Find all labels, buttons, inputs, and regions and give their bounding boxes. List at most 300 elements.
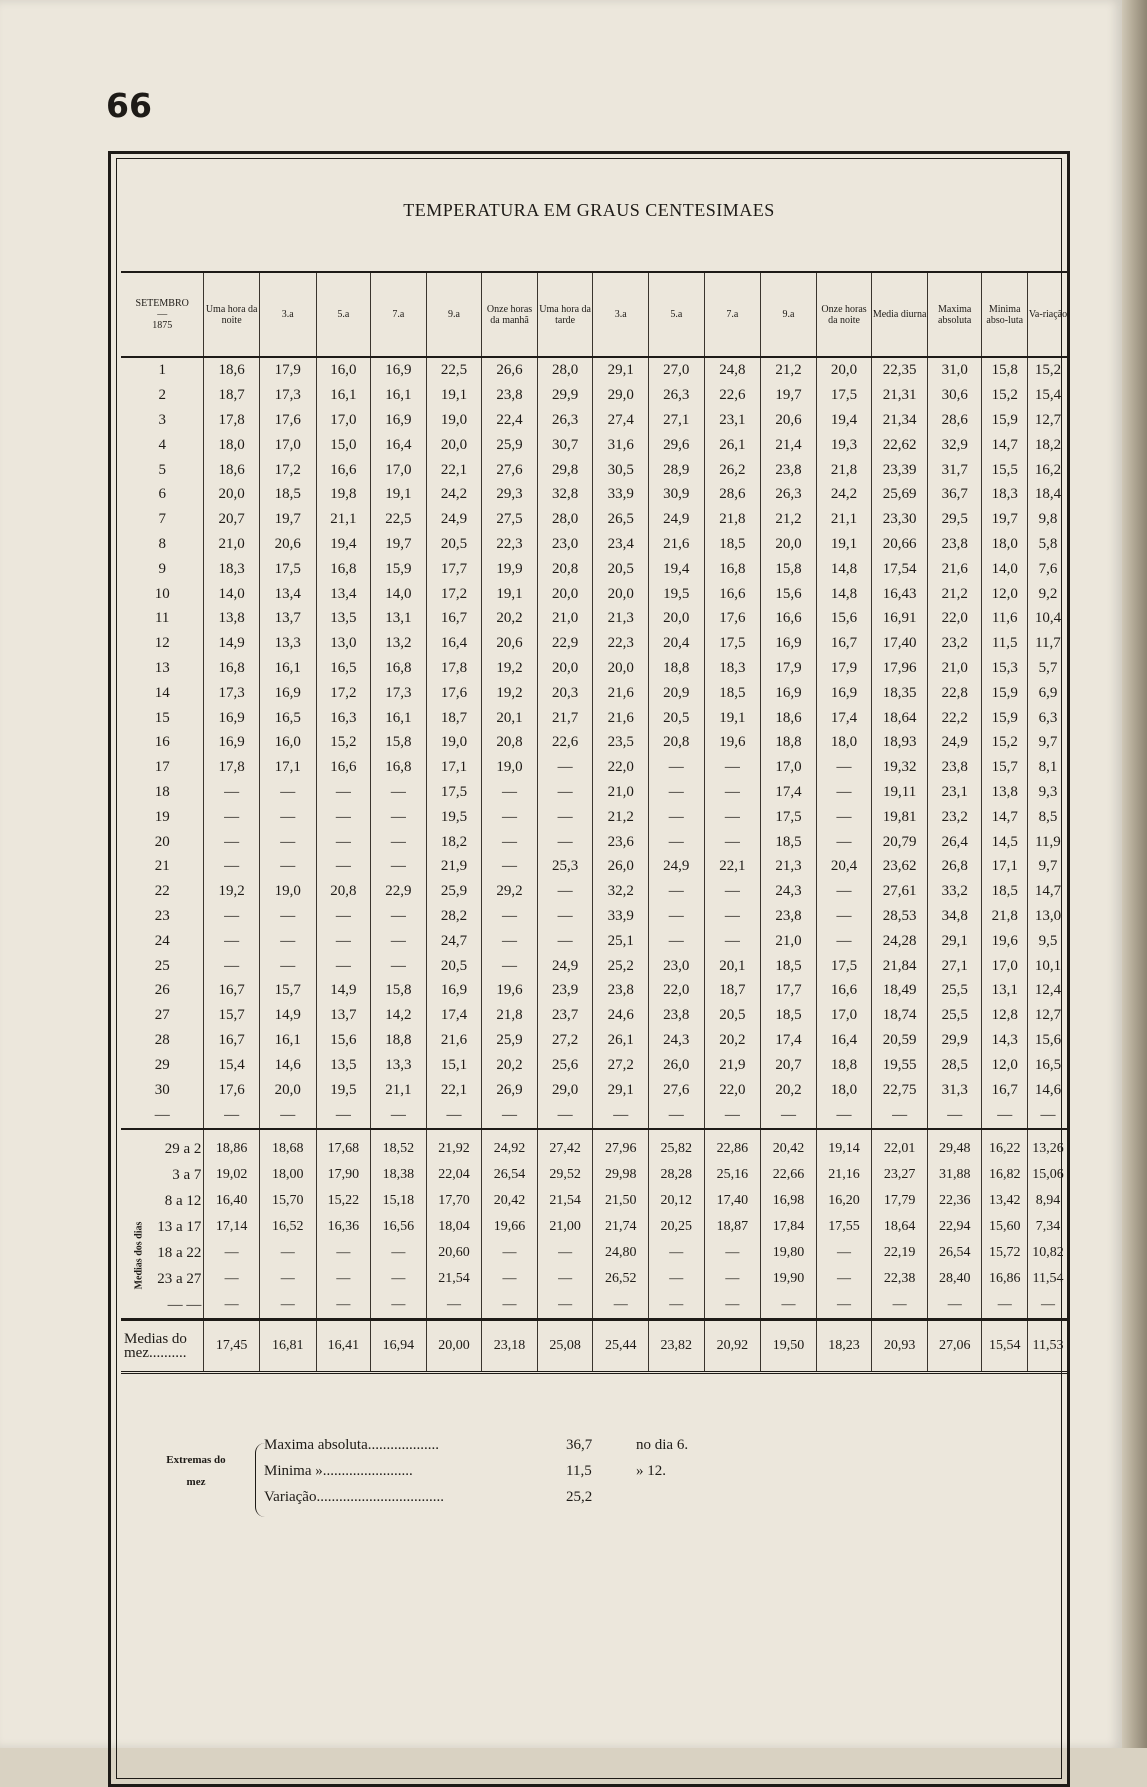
table-cell: 14,8 xyxy=(816,581,872,606)
day-number: 24 xyxy=(154,932,170,949)
table-cell: 16,7 xyxy=(204,978,260,1003)
table-cell: 21,9 xyxy=(704,1052,761,1077)
day-number: 20 xyxy=(154,833,170,850)
table-cell: 19,9 xyxy=(482,556,538,581)
table-cell: 12,0 xyxy=(982,1052,1027,1077)
table-cell: 22,0 xyxy=(593,755,649,780)
table-cell: 18,38 xyxy=(371,1162,427,1188)
table-cell: 17,90 xyxy=(316,1162,371,1188)
table-cell: — xyxy=(816,1102,872,1129)
extreme-max-value: 36,7 xyxy=(566,1437,593,1453)
table-cell: — xyxy=(371,1240,427,1266)
header-col: Maxima absoluta xyxy=(927,272,982,357)
day-number: 27 xyxy=(154,1007,170,1024)
table-cell: 26,1 xyxy=(593,1028,649,1053)
table-cell: 20,0 xyxy=(426,432,482,457)
table-cell: 34,8 xyxy=(927,904,982,929)
table-cell: — xyxy=(649,928,705,953)
table-cell: 17,3 xyxy=(204,680,260,705)
table-cell: 17,45 xyxy=(204,1319,260,1372)
table-cell: 19,8 xyxy=(316,482,371,507)
table-cell: — xyxy=(593,1102,649,1129)
dash-row xyxy=(121,1102,1068,1129)
table-row xyxy=(121,705,1068,730)
table-cell: 14,8 xyxy=(816,556,872,581)
table-cell: — xyxy=(704,904,761,929)
table-cell: 12,7 xyxy=(1027,1003,1068,1028)
table-cell: 22,66 xyxy=(761,1162,817,1188)
table-cell: 21,6 xyxy=(593,680,649,705)
table-cell: 10,4 xyxy=(1027,606,1068,631)
table-cell: 29,48 xyxy=(927,1129,982,1162)
table-cell: 21,84 xyxy=(872,953,928,978)
table-row xyxy=(121,1003,1068,1028)
table-cell: 14,6 xyxy=(1027,1077,1068,1102)
table-cell: 19,5 xyxy=(649,581,705,606)
table-cell: 17,3 xyxy=(371,680,427,705)
table-cell: — xyxy=(537,1266,593,1292)
table-cell: 16,52 xyxy=(259,1214,316,1240)
table-cell: 21,16 xyxy=(816,1162,872,1188)
table-cell: 22,5 xyxy=(371,507,427,532)
table-cell: — xyxy=(371,1266,427,1292)
table-cell: 23,6 xyxy=(593,829,649,854)
table-cell: 23,18 xyxy=(482,1319,538,1372)
table-cell: 25,1 xyxy=(593,928,649,953)
table-cell: 13,1 xyxy=(982,978,1027,1003)
table-cell: 31,3 xyxy=(927,1077,982,1102)
table-cell: — xyxy=(426,1102,482,1129)
table-cell: 20,5 xyxy=(426,532,482,557)
extreme-max-dots: ................... xyxy=(367,1437,439,1453)
table-cell: 21,00 xyxy=(537,1214,593,1240)
table-cell: 23,8 xyxy=(761,457,817,482)
header-month: SETEMBRO xyxy=(135,298,189,309)
table-cell: 19,81 xyxy=(872,804,928,829)
table-cell: 22,5 xyxy=(426,357,482,383)
table-cell: 17,70 xyxy=(426,1188,482,1214)
header-col: 3.a xyxy=(259,272,316,357)
table-cell: 16,9 xyxy=(204,705,260,730)
table-cell: 16,43 xyxy=(872,581,928,606)
table-row xyxy=(121,953,1068,978)
table-cell: 20,2 xyxy=(704,1028,761,1053)
table-cell: 20,59 xyxy=(872,1028,928,1053)
table-cell: 20,4 xyxy=(816,854,872,879)
table-cell: — xyxy=(371,829,427,854)
table-cell: 15,9 xyxy=(982,705,1027,730)
table-cell: 22,94 xyxy=(927,1214,982,1240)
table-cell: 23,8 xyxy=(927,532,982,557)
table-cell: 22,6 xyxy=(704,383,761,408)
header-col: Minima abso-luta xyxy=(982,272,1027,357)
table-cell: 14,9 xyxy=(259,1003,316,1028)
table-cell: 19,2 xyxy=(482,680,538,705)
table-cell: — xyxy=(537,804,593,829)
table-cell: 21,8 xyxy=(704,507,761,532)
table-cell: 18,87 xyxy=(704,1214,761,1240)
table-cell: 21,8 xyxy=(482,1003,538,1028)
table-cell: 16,6 xyxy=(761,606,817,631)
table-cell: 26,3 xyxy=(537,408,593,433)
average-range: 23 a 27 xyxy=(157,1270,202,1287)
table-cell: 26,3 xyxy=(761,482,817,507)
table-cell: 17,5 xyxy=(426,780,482,805)
table-cell: 21,3 xyxy=(593,606,649,631)
table-cell: — xyxy=(537,755,593,780)
table-cell: 9,2 xyxy=(1027,581,1068,606)
table-cell: 16,5 xyxy=(1027,1052,1068,1077)
table-cell: 23,8 xyxy=(761,904,817,929)
table-cell: 15,8 xyxy=(371,978,427,1003)
table-cell: 20,1 xyxy=(482,705,538,730)
table-cell: — xyxy=(259,953,316,978)
table-cell: — xyxy=(816,755,872,780)
table-cell: 17,54 xyxy=(872,556,928,581)
table-row xyxy=(121,507,1068,532)
table-cell: 14,0 xyxy=(982,556,1027,581)
table-cell: — xyxy=(316,804,371,829)
table-cell: 26,0 xyxy=(593,854,649,879)
table-cell: 19,7 xyxy=(982,507,1027,532)
table-cell: 23,0 xyxy=(649,953,705,978)
table-cell: 19,55 xyxy=(872,1052,928,1077)
header-col: Onze horas da noite xyxy=(816,272,872,357)
table-cell: — xyxy=(704,1102,761,1129)
average-row xyxy=(121,1162,1068,1188)
table-cell: — xyxy=(204,1102,260,1129)
table-cell: 17,4 xyxy=(816,705,872,730)
table-cell: 23,8 xyxy=(482,383,538,408)
table-cell: 31,6 xyxy=(593,432,649,457)
average-range: 29 a 2 xyxy=(164,1140,202,1157)
table-cell: 19,1 xyxy=(704,705,761,730)
table-cell: 29,1 xyxy=(593,1077,649,1102)
table-cell: — xyxy=(1027,1292,1068,1320)
table-cell: 29,3 xyxy=(482,482,538,507)
day-number: 3 xyxy=(158,411,166,428)
table-cell: — xyxy=(537,928,593,953)
table-cell: — xyxy=(704,879,761,904)
day-number: 7 xyxy=(158,511,166,528)
table-cell: 24,80 xyxy=(593,1240,649,1266)
table-cell: 17,1 xyxy=(259,755,316,780)
table-cell: — xyxy=(371,928,427,953)
day-number: 16 xyxy=(154,734,170,751)
table-cell: 29,98 xyxy=(593,1162,649,1188)
table-cell: 27,42 xyxy=(537,1129,593,1162)
table-cell: 29,0 xyxy=(537,1077,593,1102)
table-cell: 18,6 xyxy=(204,357,260,383)
table-cell: 19,1 xyxy=(371,482,427,507)
extreme-var-name: Variação xyxy=(264,1489,317,1505)
table-cell: 11,6 xyxy=(982,606,1027,631)
table-cell: 24,8 xyxy=(704,357,761,383)
table-cell: 16,1 xyxy=(316,383,371,408)
table-cell: 8,94 xyxy=(1027,1188,1068,1214)
table-cell: — xyxy=(371,780,427,805)
table-cell: 27,1 xyxy=(927,953,982,978)
table-cell: 17,6 xyxy=(204,1077,260,1102)
table-cell: 19,5 xyxy=(426,804,482,829)
table-cell: 16,6 xyxy=(316,755,371,780)
table-cell: 27,4 xyxy=(593,408,649,433)
table-cell: 22,9 xyxy=(537,631,593,656)
table-cell: — xyxy=(816,928,872,953)
table-cell: — xyxy=(761,1292,817,1320)
extreme-min-value: 11,5 xyxy=(566,1463,592,1479)
header-col: 5.a xyxy=(316,272,371,357)
table-cell: 16,9 xyxy=(371,408,427,433)
table-cell: 17,8 xyxy=(204,408,260,433)
table-cell: — xyxy=(816,879,872,904)
average-range: 8 a 12 xyxy=(164,1192,202,1209)
table-cell: 16,7 xyxy=(816,631,872,656)
table-cell: 19,1 xyxy=(816,532,872,557)
table-cell: 15,8 xyxy=(761,556,817,581)
table-cell: 18,5 xyxy=(761,829,817,854)
table-cell: 13,8 xyxy=(982,780,1027,805)
table-cell: 17,6 xyxy=(426,680,482,705)
table-cell: 15,9 xyxy=(371,556,427,581)
table-cell: 21,1 xyxy=(816,507,872,532)
table-cell: 24,28 xyxy=(872,928,928,953)
table-cell: 17,1 xyxy=(982,854,1027,879)
table-cell: 21,3 xyxy=(761,854,817,879)
table-cell: — xyxy=(816,904,872,929)
header-dash: — xyxy=(157,309,168,320)
table-cell: 15,6 xyxy=(761,581,817,606)
table-cell: — xyxy=(482,953,538,978)
table-cell: — xyxy=(316,1240,371,1266)
day-number: 28 xyxy=(154,1031,170,1048)
table-cell: 19,0 xyxy=(426,730,482,755)
table-cell: 13,42 xyxy=(982,1188,1027,1214)
table-cell: 16,0 xyxy=(316,357,371,383)
table-cell: — xyxy=(371,904,427,929)
table-cell: 21,74 xyxy=(593,1214,649,1240)
table-cell: 27,96 xyxy=(593,1129,649,1162)
table-cell: 14,7 xyxy=(1027,879,1068,904)
table-cell: 13,5 xyxy=(316,606,371,631)
table-row xyxy=(121,432,1068,457)
month-average xyxy=(121,1319,1068,1372)
table-cell: 20,7 xyxy=(761,1052,817,1077)
table-cell: 12,8 xyxy=(982,1003,1027,1028)
table-cell: 31,0 xyxy=(927,357,982,383)
table-cell: 18,7 xyxy=(426,705,482,730)
table-cell: 21,31 xyxy=(872,383,928,408)
header-col: Uma hora da noite xyxy=(204,272,260,357)
table-cell: 17,9 xyxy=(259,357,316,383)
day-number: 30 xyxy=(154,1081,170,1098)
table-cell: 16,98 xyxy=(761,1188,817,1214)
table-cell: 23,8 xyxy=(927,755,982,780)
table-cell: 28,9 xyxy=(649,457,705,482)
table-cell: 23,0 xyxy=(537,532,593,557)
table-cell: 14,7 xyxy=(982,432,1027,457)
table-cell: 15,9 xyxy=(982,408,1027,433)
table-cell: 25,69 xyxy=(872,482,928,507)
table-cell: 21,8 xyxy=(816,457,872,482)
table-cell: 19,6 xyxy=(482,978,538,1003)
table-cell: 18,0 xyxy=(816,1077,872,1102)
table-cell: 16,9 xyxy=(426,978,482,1003)
table-cell: 33,9 xyxy=(593,904,649,929)
table-cell: 29,5 xyxy=(927,507,982,532)
table-cell: 18,2 xyxy=(426,829,482,854)
table-cell: 17,8 xyxy=(204,755,260,780)
table-cell: — xyxy=(316,953,371,978)
table-cell: 17,5 xyxy=(704,631,761,656)
table-cell: — xyxy=(204,1292,260,1320)
day-number: 15 xyxy=(154,709,170,726)
table-cell: — xyxy=(537,1240,593,1266)
table-cell: 20,5 xyxy=(426,953,482,978)
table-cell: 24,9 xyxy=(927,730,982,755)
table-cell: 22,1 xyxy=(704,854,761,879)
table-cell: — xyxy=(704,804,761,829)
table-cell: — xyxy=(259,928,316,953)
table-cell: 20,92 xyxy=(704,1319,761,1372)
table-cell: — xyxy=(816,804,872,829)
table-cell: 16,7 xyxy=(204,1028,260,1053)
table-cell: 16,9 xyxy=(259,680,316,705)
table-cell: — xyxy=(872,1102,928,1129)
table-cell: 24,6 xyxy=(593,1003,649,1028)
temperature-table xyxy=(121,271,1068,1374)
table-cell: 16,9 xyxy=(204,730,260,755)
table-cell: — xyxy=(816,780,872,805)
table-cell: 17,6 xyxy=(259,408,316,433)
table-cell: — xyxy=(982,1102,1027,1129)
table-cell: 21,2 xyxy=(593,804,649,829)
table-cell: 15,7 xyxy=(259,978,316,1003)
table-cell: 19,4 xyxy=(316,532,371,557)
table-cell: 36,7 xyxy=(927,482,982,507)
table-cell: 18,86 xyxy=(204,1129,260,1162)
table-cell: 19,80 xyxy=(761,1240,817,1266)
table-cell: 20,3 xyxy=(537,680,593,705)
table-cell: 20,5 xyxy=(704,1003,761,1028)
table-cell: 28,40 xyxy=(927,1266,982,1292)
table-cell: — xyxy=(649,1102,705,1129)
table-cell: 16,5 xyxy=(316,656,371,681)
table-cell: 19,14 xyxy=(816,1129,872,1162)
average-range: 13 a 17 xyxy=(157,1218,202,1235)
table-cell: 20,0 xyxy=(649,606,705,631)
table-cell: 14,6 xyxy=(259,1052,316,1077)
table-cell: 29,1 xyxy=(927,928,982,953)
table-cell: — xyxy=(649,1292,705,1320)
table-cell: 17,5 xyxy=(816,953,872,978)
table-cell: 14,9 xyxy=(204,631,260,656)
table-cell: 23,8 xyxy=(649,1003,705,1028)
table-cell: 16,56 xyxy=(371,1214,427,1240)
table-cell: — xyxy=(482,904,538,929)
table-cell: 20,42 xyxy=(482,1188,538,1214)
table-cell: 26,52 xyxy=(593,1266,649,1292)
table-cell: 18,6 xyxy=(204,457,260,482)
table-cell: 30,9 xyxy=(649,482,705,507)
table-cell: 31,7 xyxy=(927,457,982,482)
table-cell: — xyxy=(704,1240,761,1266)
table-cell: — xyxy=(537,879,593,904)
table-cell: 26,54 xyxy=(482,1162,538,1188)
table-cell: 28,53 xyxy=(872,904,928,929)
table-cell: 17,0 xyxy=(816,1003,872,1028)
table-row xyxy=(121,928,1068,953)
table-cell: 21,2 xyxy=(761,357,817,383)
table-cell: — xyxy=(537,780,593,805)
month-average-label: Medias do mez.......... xyxy=(121,1319,204,1372)
table-cell: 20,6 xyxy=(482,631,538,656)
table-cell: 29,9 xyxy=(927,1028,982,1053)
table-cell: 17,2 xyxy=(259,457,316,482)
table-row xyxy=(121,755,1068,780)
table-cell: 16,91 xyxy=(872,606,928,631)
table-cell: 15,9 xyxy=(982,680,1027,705)
table-cell: 13,3 xyxy=(259,631,316,656)
table-cell: 19,2 xyxy=(482,656,538,681)
table-cell: — xyxy=(316,1266,371,1292)
table-cell: 20,1 xyxy=(704,953,761,978)
table-cell: 26,0 xyxy=(649,1052,705,1077)
table-cell: 28,6 xyxy=(927,408,982,433)
table-cell: 23,82 xyxy=(649,1319,705,1372)
table-cell: 29,0 xyxy=(593,383,649,408)
table-cell: — xyxy=(537,829,593,854)
table-cell: 16,9 xyxy=(371,357,427,383)
table-cell: — xyxy=(259,829,316,854)
averages-vertical-label xyxy=(131,1193,147,1323)
table-cell: 16,9 xyxy=(816,680,872,705)
header-col: 5.a xyxy=(649,272,705,357)
table-cell: 27,0 xyxy=(649,357,705,383)
table-cell: 9,8 xyxy=(1027,507,1068,532)
table-cell: — xyxy=(204,1240,260,1266)
table-row xyxy=(121,357,1068,383)
table-cell: 25,3 xyxy=(537,854,593,879)
table-row xyxy=(121,780,1068,805)
table-cell: 18,5 xyxy=(761,953,817,978)
table-cell: 19,1 xyxy=(426,383,482,408)
table-cell: 18,64 xyxy=(872,1214,928,1240)
table-cell: 21,9 xyxy=(426,854,482,879)
table-cell: 29,6 xyxy=(649,432,705,457)
table-cell: 28,0 xyxy=(537,507,593,532)
average-range: — — xyxy=(167,1296,202,1313)
table-row xyxy=(121,1052,1068,1077)
table-cell: — xyxy=(259,1240,316,1266)
table-cell: 15,18 xyxy=(371,1188,427,1214)
table-cell: 20,8 xyxy=(316,879,371,904)
table-row xyxy=(121,978,1068,1003)
table-cell: 29,2 xyxy=(482,879,538,904)
table-cell: 10,82 xyxy=(1027,1240,1068,1266)
table-cell: 13,0 xyxy=(1027,904,1068,929)
table-cell: 20,8 xyxy=(482,730,538,755)
table-cell: 17,9 xyxy=(816,656,872,681)
table-cell: 15,4 xyxy=(1027,383,1068,408)
table-cell: 22,19 xyxy=(872,1240,928,1266)
table-cell: 21,0 xyxy=(761,928,817,953)
table-cell: 31,88 xyxy=(927,1162,982,1188)
table-cell: 17,5 xyxy=(259,556,316,581)
table-cell: — xyxy=(259,780,316,805)
table-cell: 20,2 xyxy=(761,1077,817,1102)
table-cell: 20,0 xyxy=(593,656,649,681)
